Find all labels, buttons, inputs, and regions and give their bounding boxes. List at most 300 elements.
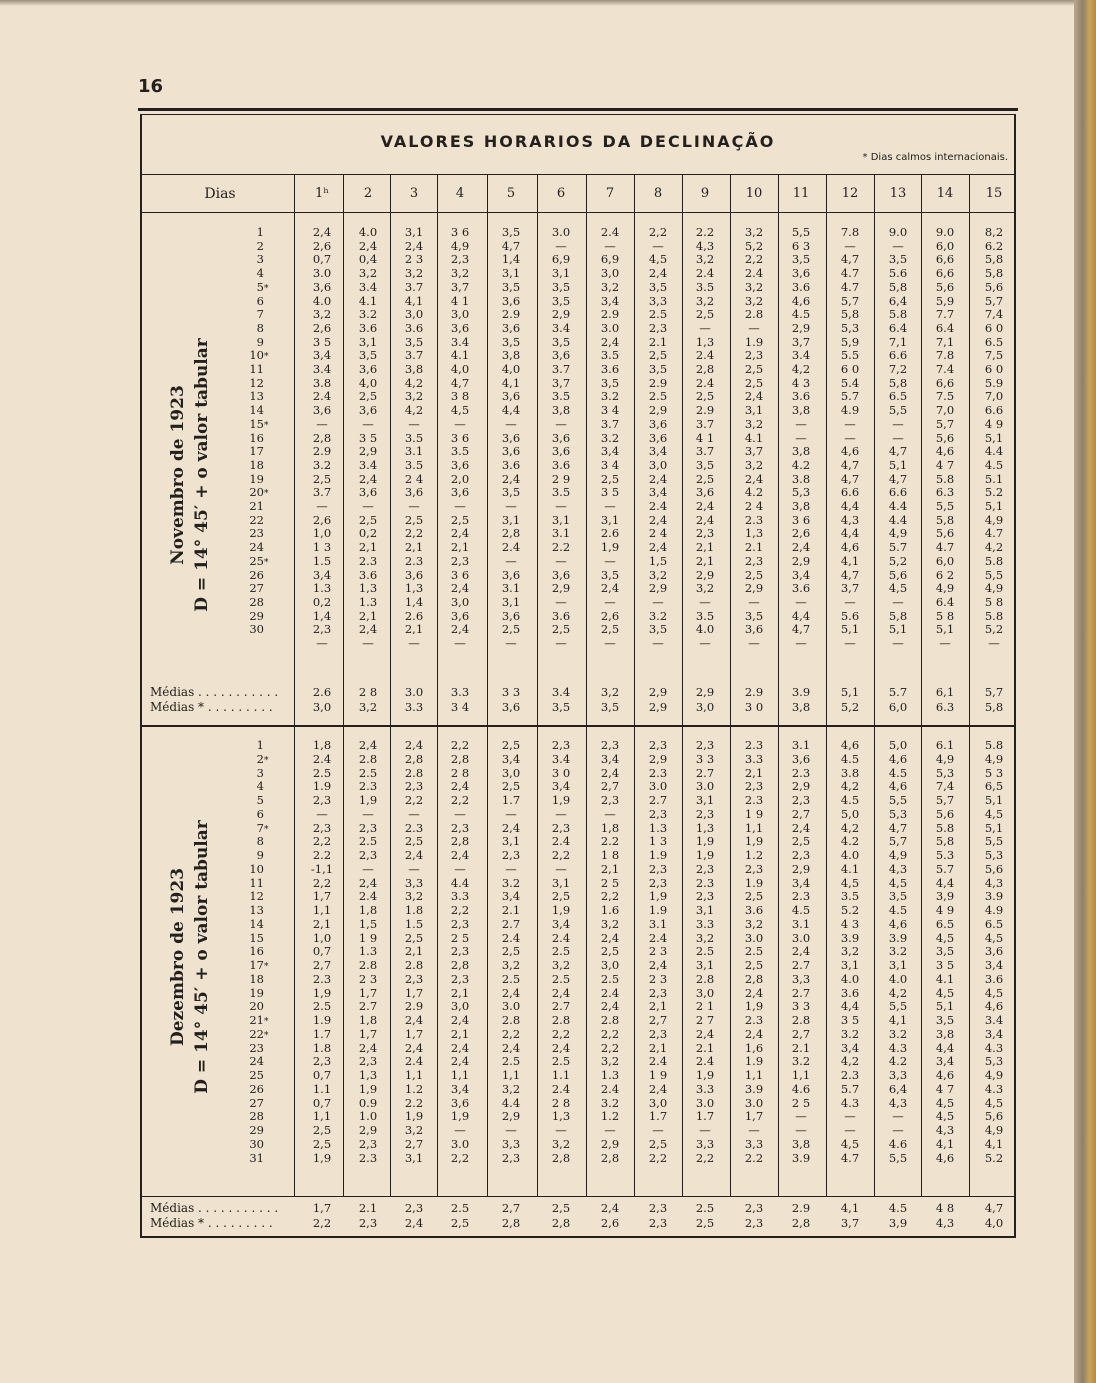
table-cell: 5,8	[984, 266, 1004, 281]
table-cell: 2 1	[695, 999, 715, 1014]
table-row	[0, 554, 1096, 568]
table-cell: —	[795, 416, 807, 431]
table-cell: 3.4	[358, 457, 378, 472]
table-cell: 3.0	[600, 320, 620, 335]
table-cell: 2,4	[450, 1054, 470, 1069]
table-cell: 2,4	[648, 471, 668, 486]
table-cell: 3.0	[695, 779, 715, 794]
table-cell: 2.3	[791, 889, 811, 904]
table-cell: 3.0	[450, 1136, 470, 1151]
day-number: 13	[249, 389, 264, 404]
day-number: 14	[249, 916, 264, 931]
table-cell: —	[604, 238, 616, 253]
table-cell: —	[408, 806, 420, 821]
table-cell: 7,2	[888, 362, 908, 376]
table-row	[0, 485, 1096, 499]
table-cell: 4,6	[935, 444, 955, 459]
table-cell: 3,5	[695, 457, 715, 472]
table-cell: 3,1	[501, 594, 521, 609]
average-cell: 5,7	[984, 685, 1004, 699]
table-cell: 3.9	[888, 930, 908, 945]
table-cell: 2,3	[450, 916, 470, 931]
table-cell: 2,1	[600, 861, 620, 876]
table-cell: 3,3	[501, 1136, 521, 1151]
column-divider	[969, 174, 970, 212]
table-cell: 5,1	[935, 999, 955, 1014]
average-cell: 4,0	[984, 1216, 1004, 1230]
table-cell: 2.3	[744, 793, 764, 807]
december-average-rule	[142, 1196, 1014, 1197]
table-cell: 1 9	[648, 1068, 668, 1082]
table-cell: 6 2	[935, 567, 955, 582]
december-month-label: Dezembro de 1923	[168, 867, 188, 1047]
table-cell: 4.5	[984, 457, 1004, 472]
table-cell: 4,6	[791, 293, 811, 308]
table-cell: 3,6	[501, 444, 521, 459]
table-cell: 2,3	[695, 861, 715, 876]
table-cell: 3,2	[450, 266, 470, 281]
table-cell: 1 9	[744, 806, 764, 821]
table-cell: 2 4	[744, 499, 764, 513]
table-cell: 4,2	[404, 375, 424, 390]
average-cell: 5,1	[840, 685, 860, 699]
table-cell: 2,4	[312, 225, 332, 239]
table-cell: 1,3	[358, 581, 378, 596]
table-cell: 2,3	[450, 820, 470, 835]
table-cell: —	[555, 1123, 567, 1137]
table-cell: 3.8	[791, 471, 811, 486]
table-row	[0, 1123, 1096, 1137]
table-cell: 3,0	[600, 958, 620, 972]
table-cell: 2,3	[501, 848, 521, 862]
november-formula-label: D = 14° 45′ + o valor tabular	[192, 338, 212, 612]
table-cell: 4,4	[791, 608, 811, 623]
table-cell: 2.5	[695, 944, 715, 959]
day-number: 29	[249, 608, 264, 623]
calm-day-marker: *	[264, 489, 269, 500]
table-cell: 7.4	[935, 362, 955, 376]
hour-header-11: 11	[792, 186, 810, 201]
table-row	[0, 738, 1096, 752]
table-cell: 4,7	[888, 444, 908, 459]
table-cell: 1.2	[404, 1081, 424, 1096]
table-cell: 1.7	[648, 1109, 668, 1124]
table-cell: 2,5	[551, 622, 571, 637]
average-cell: 2,9	[648, 685, 668, 699]
table-cell: 1,7	[744, 1109, 764, 1124]
table-cell: 3,6	[501, 608, 521, 623]
table-row	[0, 821, 1096, 835]
table-cell: 2,7	[648, 1013, 668, 1027]
table-cell: 4,6	[935, 1150, 955, 1165]
table-cell: 2.9	[648, 375, 668, 390]
table-cell: 4.3	[888, 1040, 908, 1055]
table-cell: 1,3	[744, 526, 764, 541]
day-number: 28	[249, 1109, 264, 1124]
table-cell: 2.9	[501, 307, 521, 322]
day-number: 10*	[236, 348, 274, 364]
table-row	[0, 403, 1096, 417]
table-cell: 4,2	[984, 540, 1004, 555]
table-cell: 1.3	[312, 581, 332, 596]
average-cell: 2,4	[404, 1216, 424, 1230]
table-cell: 3,5	[935, 944, 955, 959]
table-cell: 2,8	[551, 1150, 571, 1165]
table-cell: 1,9	[648, 889, 668, 904]
table-cell: 3,8	[501, 348, 521, 363]
table-row	[0, 889, 1096, 903]
table-cell: 3,4	[648, 485, 668, 500]
day-number: 1	[256, 225, 264, 239]
table-cell: 2,8	[600, 1150, 620, 1165]
table-cell: 1,7	[312, 889, 332, 904]
table-cell: 3,5	[648, 362, 668, 376]
table-cell: 4.1	[450, 348, 470, 363]
table-cell: 1.1	[312, 1081, 332, 1096]
table-cell: 4,9	[984, 751, 1004, 766]
table-cell: 3,6	[358, 403, 378, 418]
day-number: 19	[249, 471, 264, 486]
table-cell: 4.2	[840, 834, 860, 849]
table-cell: 2.3	[648, 765, 668, 780]
hour-header-12: 12	[841, 186, 859, 201]
table-cell: 6.5	[888, 389, 908, 404]
table-cell: 3,2	[695, 293, 715, 308]
table-cell: 2,4	[450, 779, 470, 794]
table-cell: —	[454, 806, 466, 821]
table-cell: 2,2	[450, 793, 470, 807]
table-cell: 3.7	[404, 279, 424, 294]
table-cell: 4 1	[695, 430, 715, 445]
table-cell: —	[362, 499, 374, 513]
table-row	[0, 1041, 1096, 1055]
table-cell: 1,9	[312, 1150, 332, 1165]
table-cell: 3,2	[600, 279, 620, 294]
table-cell: 1,8	[358, 903, 378, 917]
day-number: 1	[256, 738, 264, 752]
table-cell: 2 5	[600, 875, 620, 890]
table-cell: 2,1	[358, 540, 378, 555]
table-cell: 1.5	[404, 916, 424, 931]
table-row	[0, 417, 1096, 431]
day-number: 5*	[236, 280, 274, 296]
average-cell: 3,9	[888, 1216, 908, 1230]
table-cell: —	[795, 636, 807, 650]
table-cell: 2,4	[791, 944, 811, 959]
table-row	[0, 225, 1096, 239]
table-cell: 1,1	[312, 903, 332, 917]
average-cell: 2,3	[648, 1216, 668, 1230]
hour-header-3: 3	[409, 186, 419, 201]
table-cell: 2.3	[358, 553, 378, 568]
table-cell: 6 3	[791, 238, 811, 253]
table-cell: 7,1	[935, 334, 955, 349]
average-cell: 2,8	[791, 1216, 811, 1230]
table-cell: 2.4	[648, 930, 668, 945]
table-cell: 2.8	[791, 1013, 811, 1027]
dias-column-header: Dias	[204, 186, 236, 202]
table-cell: 7.8	[935, 348, 955, 363]
table-cell: 4.5	[888, 903, 908, 917]
table-cell: 2.3	[358, 779, 378, 794]
table-cell: 3,1	[888, 958, 908, 972]
table-cell: 2,5	[312, 471, 332, 486]
table-cell: 5,7	[984, 293, 1004, 308]
table-cell: —	[939, 636, 951, 650]
table-cell: 5,5	[888, 793, 908, 807]
table-cell: 3,6	[648, 430, 668, 445]
table-cell: 2,3	[648, 738, 668, 752]
table-cell: 3,2	[404, 1123, 424, 1137]
table-cell: 2,4	[450, 848, 470, 862]
table-cell: 7,4	[935, 779, 955, 794]
table-cell: —	[454, 861, 466, 876]
day-number: 3	[256, 252, 264, 267]
average-cell: 3.3	[404, 700, 424, 714]
table-cell: 3,4	[791, 875, 811, 890]
table-cell: 3,5	[501, 279, 521, 294]
table-cell: 0,7	[312, 252, 332, 267]
day-number: 29	[249, 1123, 264, 1137]
table-cell: 2,1	[358, 608, 378, 623]
table-cell: 2,2	[744, 252, 764, 267]
table-cell: —	[555, 594, 567, 609]
table-cell: 3.5	[695, 279, 715, 294]
table-cell: 6,6	[935, 252, 955, 267]
table-cell: 4,0	[358, 375, 378, 390]
table-cell: 4.4	[501, 1095, 521, 1110]
table-cell: 2,5	[450, 512, 470, 527]
table-row	[0, 335, 1096, 349]
table-cell: 3,4	[984, 958, 1004, 972]
table-cell: 3 6	[450, 567, 470, 582]
table-cell: 2,4	[551, 985, 571, 1000]
average-cell: 2,4	[600, 1201, 620, 1215]
table-cell: 2,2	[551, 1026, 571, 1041]
day-number: 8	[256, 320, 264, 335]
table-cell: 4,9	[935, 581, 955, 596]
table-cell: 5,5	[888, 403, 908, 418]
table-cell: 2 7	[695, 1013, 715, 1027]
average-cell: 3 4	[450, 700, 470, 714]
table-cell: —	[652, 636, 664, 650]
table-cell: 2,6	[791, 526, 811, 541]
table-cell: 5,5	[984, 834, 1004, 849]
table-cell: 3,7	[450, 279, 470, 294]
table-cell: 3,5	[551, 279, 571, 294]
hour-header-8: 8	[653, 186, 663, 201]
table-cell: 5,3	[888, 806, 908, 821]
day-number: 5	[256, 793, 264, 807]
table-cell: 3.5	[404, 430, 424, 445]
table-cell: 3,4	[648, 444, 668, 459]
table-cell: 2,5	[744, 362, 764, 376]
table-cell: 7.5	[935, 389, 955, 404]
table-cell: 3,5	[648, 622, 668, 637]
column-divider	[390, 174, 391, 212]
calm-day-marker: *	[264, 1030, 269, 1041]
average-cell: 2,8	[551, 1216, 571, 1230]
calm-day-marker: *	[264, 557, 269, 568]
table-cell: 2,3	[695, 526, 715, 541]
table-cell: 3.6	[840, 985, 860, 1000]
table-cell: 2,2	[450, 1150, 470, 1165]
table-cell: —	[795, 594, 807, 609]
table-row	[0, 376, 1096, 390]
table-cell: 2.1	[791, 1040, 811, 1055]
table-cell: 7,0	[935, 403, 955, 418]
table-cell: 3,8	[935, 1026, 955, 1041]
average-cell: 4.5	[888, 1201, 908, 1215]
table-cell: —	[652, 594, 664, 609]
table-cell: 2.4	[695, 375, 715, 390]
table-cell: 3,0	[501, 765, 521, 780]
table-row	[0, 1013, 1096, 1027]
table-cell: 3,8	[791, 499, 811, 513]
table-cell: 4,6	[888, 751, 908, 766]
table-cell: 3.6	[358, 320, 378, 335]
table-cell: 2,4	[648, 266, 668, 281]
calm-days-note: * Dias calmos internacionais.	[862, 152, 1008, 163]
table-cell: 2,4	[695, 499, 715, 513]
table-row	[0, 1109, 1096, 1123]
table-cell: 4.5	[791, 903, 811, 917]
column-divider	[537, 174, 538, 212]
table-cell: 2.4	[551, 1081, 571, 1096]
table-cell: 1.9	[648, 848, 668, 862]
table-cell: 2,1	[450, 540, 470, 555]
table-cell: 4,4	[840, 526, 860, 541]
table-cell: 5.8	[984, 553, 1004, 568]
table-cell: 5,7	[840, 293, 860, 308]
table-cell: 3.3	[744, 751, 764, 766]
table-cell: 6.6	[840, 485, 860, 500]
table-cell: 2.2	[551, 540, 571, 555]
column-divider	[778, 174, 779, 212]
table-cell: 3.2	[600, 430, 620, 445]
table-cell: 4,5	[888, 581, 908, 596]
table-cell: 3,3	[744, 1136, 764, 1151]
calm-day-marker: *	[264, 962, 269, 972]
table-cell: 3.2	[840, 1026, 860, 1041]
table-row	[0, 862, 1096, 876]
calm-day-marker: *	[264, 755, 269, 766]
table-cell: 3.1	[551, 526, 571, 541]
table-cell: 1,1	[404, 1068, 424, 1082]
day-number: 12	[249, 889, 264, 904]
table-cell: 2,3	[791, 848, 811, 862]
table-cell: 2,4	[450, 622, 470, 637]
table-cell: 3,6	[404, 485, 424, 500]
table-cell: 3.2	[600, 389, 620, 404]
table-row	[0, 622, 1096, 636]
table-cell: 1.8	[404, 903, 424, 917]
table-cell: 4 9	[984, 416, 1004, 431]
table-cell: 6,0	[935, 553, 955, 568]
day-number: 30	[249, 622, 264, 637]
table-cell: 6 0	[984, 320, 1004, 335]
table-cell: 2.5	[501, 1054, 521, 1069]
table-cell: 4,5	[840, 875, 860, 890]
day-number: 3	[256, 765, 264, 780]
table-cell: —	[844, 594, 856, 609]
table-cell: 1,5	[648, 553, 668, 568]
table-cell: 2,2	[450, 903, 470, 917]
table-cell: 5.2	[984, 1150, 1004, 1165]
table-cell: 2,9	[791, 779, 811, 794]
table-cell: 2,4	[358, 1040, 378, 1055]
table-cell: 1,0	[312, 930, 332, 945]
table-cell: —	[362, 416, 374, 431]
table-cell: 3.0	[551, 225, 571, 239]
day-number: 27	[249, 1095, 264, 1110]
table-cell: 3.4	[450, 334, 470, 349]
table-cell: 2.8	[404, 958, 424, 972]
table-cell: 5.5	[840, 348, 860, 363]
table-cell: 1,9	[404, 1109, 424, 1124]
table-cell: 3,2	[695, 581, 715, 596]
table-row	[0, 362, 1096, 376]
table-cell: —	[892, 594, 904, 609]
table-cell: 5,5	[888, 1150, 908, 1165]
table-cell: 5,6	[984, 1109, 1004, 1124]
table-cell: 2,8	[312, 430, 332, 445]
table-cell: 2,1	[404, 622, 424, 637]
table-cell: 2.7	[551, 999, 571, 1014]
day-number: 9	[256, 848, 264, 862]
table-cell: 2,5	[791, 834, 811, 849]
table-cell: 3,1	[551, 512, 571, 527]
table-cell: 3,2	[404, 889, 424, 904]
table-cell: 4,7	[888, 820, 908, 835]
table-cell: 2,3	[501, 1150, 521, 1165]
table-cell: 2 9	[551, 471, 571, 486]
table-cell: 2,5	[648, 1136, 668, 1151]
table-cell: 2,6	[600, 608, 620, 623]
table-cell: 2,1	[744, 765, 764, 780]
table-cell: 2,3	[648, 985, 668, 1000]
table-cell: 3.2	[501, 875, 521, 890]
table-cell: 4,3	[888, 1095, 908, 1110]
table-row	[0, 526, 1096, 540]
table-cell: 2,6	[312, 320, 332, 335]
table-cell: 3 0	[551, 765, 571, 780]
table-row	[0, 321, 1096, 335]
table-cell: 2,5	[600, 471, 620, 486]
day-number: 14	[249, 403, 264, 418]
table-cell: 3.6	[404, 320, 424, 335]
table-row	[0, 458, 1096, 472]
table-cell: —	[795, 1109, 807, 1124]
table-cell: 7.8	[840, 225, 860, 239]
table-cell: 2.1	[501, 903, 521, 917]
day-number: 19	[249, 985, 264, 1000]
table-cell: 2,1	[450, 985, 470, 1000]
table-cell: 0,2	[358, 526, 378, 541]
table-row	[0, 252, 1096, 266]
table-cell: —	[408, 861, 420, 876]
table-cell: 3,0	[450, 999, 470, 1014]
table-cell: 2.2	[695, 225, 715, 239]
average-row	[0, 1201, 1096, 1215]
table-cell: 3 4	[600, 403, 620, 418]
table-cell: 3.5	[404, 457, 424, 472]
table-cell: 3,5	[791, 252, 811, 267]
table-cell: 3,6	[648, 416, 668, 431]
day-number: 22*	[236, 1027, 274, 1043]
table-cell: —	[652, 1123, 664, 1137]
table-cell: 1,7	[358, 985, 378, 1000]
